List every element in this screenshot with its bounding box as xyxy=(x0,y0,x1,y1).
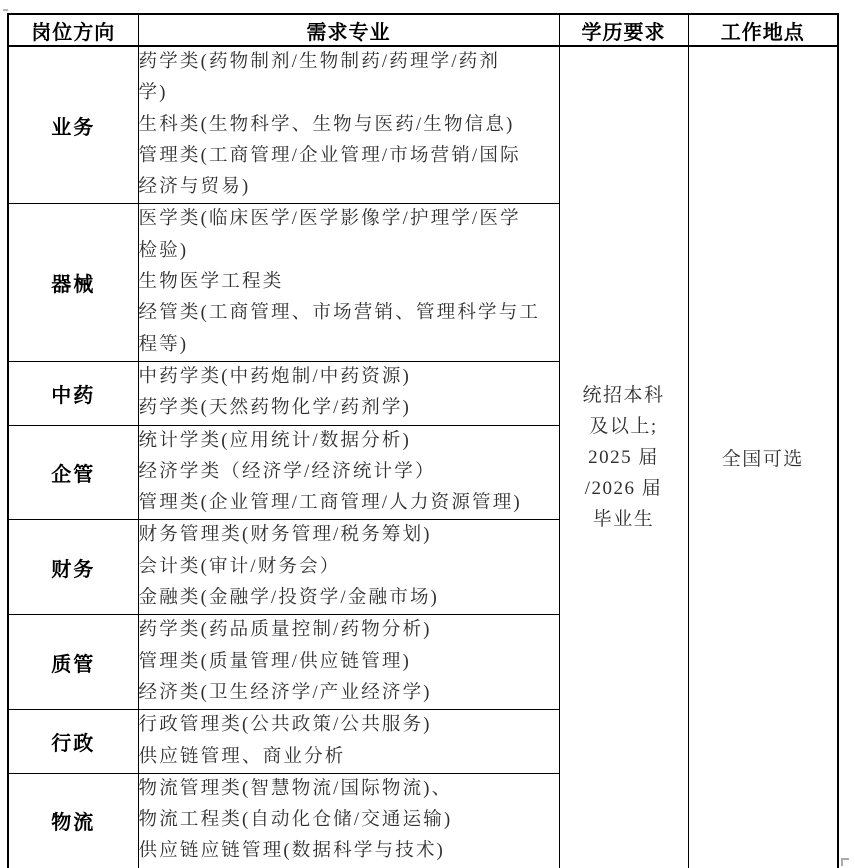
text-line: 供应链管理、商业分析 xyxy=(138,746,346,767)
text-line: 经济学类（经济学/经济统计学） xyxy=(138,461,436,482)
table-row xyxy=(8,46,838,204)
text-line: 会计类(审计/财务会） xyxy=(138,556,341,577)
position-cell: 企管 xyxy=(8,425,138,520)
position-cell: 物流 xyxy=(8,773,138,868)
majors-cell xyxy=(138,773,559,868)
text-line: 医学类(临床医学/医学影像学/护理学/医学 xyxy=(138,209,521,230)
text-line: 经济与贸易) xyxy=(138,177,251,198)
scan-artifact-top-left xyxy=(3,9,8,11)
text-line: 经济类(卫生经济学/产业经济学) xyxy=(138,682,432,703)
text-line: 学) xyxy=(138,83,168,104)
scan-artifact-bottom-right xyxy=(841,858,849,866)
text-line: 供应链应链管理(数据科学与技术) xyxy=(138,841,446,862)
header-location: 工作地点 xyxy=(688,14,838,46)
text-line: /2026 届 xyxy=(584,477,663,499)
text-line: 金融类(金融学/投资学/金融市场) xyxy=(138,588,440,609)
position-cell: 业务 xyxy=(8,46,138,204)
text-line: 生科类(生物科学、生物与医药/生物信息) xyxy=(138,114,515,135)
text-line: 毕业生 xyxy=(592,508,655,530)
position-cell: 行政 xyxy=(8,710,138,774)
text-line: 中药学类(中药炮制/中药资源) xyxy=(138,366,411,387)
table-header-row xyxy=(8,14,838,46)
header-education: 学历要求 xyxy=(559,14,688,46)
text-line: 物流管理类(智慧物流/国际物流)、 xyxy=(138,778,453,799)
majors-cell xyxy=(138,425,559,520)
location-cell: 全国可选 xyxy=(688,46,838,868)
majors-cell xyxy=(138,46,559,204)
text-line: 统招本科 xyxy=(582,384,665,406)
text-line: 统计学类(应用统计/数据分析) xyxy=(138,430,411,451)
text-line: 生物医学工程类 xyxy=(138,272,284,293)
majors-cell xyxy=(138,615,559,710)
position-cell: 中药 xyxy=(8,361,138,425)
text-line: 物流工程类(自动化仓储/交通运输) xyxy=(138,810,453,831)
text-line: 检验) xyxy=(138,240,189,261)
text-line: 药学类(药物制剂/生物制药/药理学/药剂 xyxy=(138,52,501,72)
majors-cell xyxy=(138,361,559,425)
majors-cell xyxy=(138,710,559,774)
text-line: 管理类(工商管理/企业管理/市场营销/国际 xyxy=(138,145,521,166)
text-line: 药学类(药品质量控制/药物分析) xyxy=(138,620,432,641)
text-line: 及以上; xyxy=(589,415,658,437)
text-line: 行政管理类(公共政策/公共服务) xyxy=(138,715,432,736)
text-line: 经管类(工商管理、市场营销、管理科学与工 xyxy=(138,303,541,324)
text-line: 管理类(企业管理/工商管理/人力资源管理) xyxy=(138,493,522,514)
text-line: 程等) xyxy=(138,334,189,355)
text-line: 药学类(天然药物化学/药剂学) xyxy=(138,398,411,419)
header-position: 岗位方向 xyxy=(8,14,138,46)
job-requirements-table xyxy=(7,13,839,868)
education-cell xyxy=(559,46,688,868)
text-line: 2025 届 xyxy=(588,446,659,468)
text-line: 财务管理类(财务管理/税务筹划) xyxy=(138,525,432,546)
majors-cell xyxy=(138,520,559,615)
text-line: 管理类(质量管理/供应链管理) xyxy=(138,651,411,672)
header-majors: 需求专业 xyxy=(138,14,559,46)
position-cell: 质管 xyxy=(8,615,138,710)
position-cell: 器械 xyxy=(8,204,138,361)
majors-cell xyxy=(138,204,559,361)
position-cell: 财务 xyxy=(8,520,138,615)
